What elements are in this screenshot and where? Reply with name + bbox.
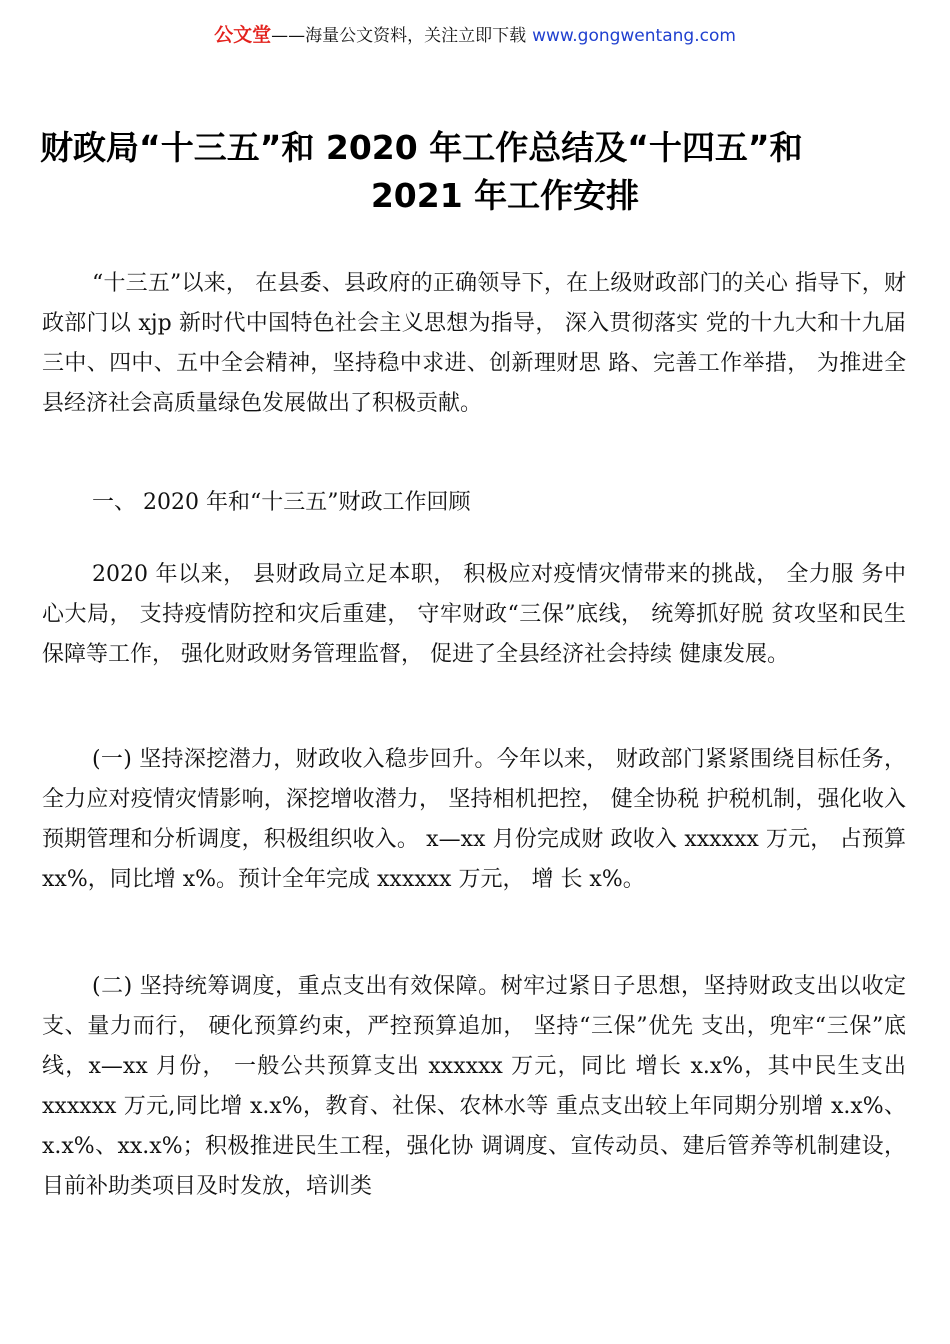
section-intro-block xyxy=(42,555,906,675)
section-1-intro-paragraph: 2020 年以来， 县财政局立足本职， 积极应对疫情灾情带来的挑战， 全力服 务中心大局， 支持疫情防控和灾后重建， 守牢财政“三保”底线， 统筹抓好脱 贫攻坚和民生保障等工作， 强化财政财务管理监督， 促进了全县经济社会持续 健康发展。 xyxy=(42,562,906,667)
header-banner xyxy=(0,22,950,49)
section-heading-block xyxy=(42,483,906,523)
item-2-paragraph: (二) 坚持统筹调度，重点支出有效保障。树牢过紧日子思想，坚持财政支出以收定支、量力而行， 硬化预算约束，严控预算追加， 坚持“三保”优先 支出，兜牢“三保”底线，x—xx 月份， 一般公共预算支出 xxxxxx 万元，同比 增长 x.x%，其中民生支出 xxxxxx 万元,同比增 x.x%，教育、社保、农林水等 重点支出较上年同期分别增 x.x%、x.x%、xx.x%；积极推进民生工程，强化协 调调度、宣传动员、建后管养等机制建设， 目前补助类项目及时发放，培训类 xyxy=(42,974,906,1199)
site-link[interactable]: www.gongwentang.com xyxy=(532,26,736,46)
intro-paragraph: “十三五”以来， 在县委、县政府的正确领导下，在上级财政部门的关心 指导下，财政部门以 xjp 新时代中国特色社会主义思想为指导， 深入贯彻落实 党的十九大和十九届三中、四中、五中全会精神，坚持稳中求进、创新理财思 路、完善工作举措， 为推进全县经济社会高质量绿色发展做出了积极贡献。 xyxy=(42,271,906,416)
brand-name[interactable]: 公文堂 xyxy=(214,24,272,46)
document-title xyxy=(40,126,910,218)
title-line-1: 财政局“十三五”和 2020 年工作总结及“十四五”和 xyxy=(40,128,803,167)
header-tagline: ——海量公文资料，关注立即下载 xyxy=(271,26,527,46)
item-1-paragraph: (一) 坚持深挖潜力，财政收入稳步回升。今年以来， 财政部门紧紧围绕目标任务， 全力应对疫情灾情影响，深挖增收潜力， 坚持相机把控， 健全协税 护税机制，强化收入预期管理和分析调度，积极组织收入。 x—xx 月份完成财 政收入 xxxxxx 万元， 占预算 xx%，同比增 x%。预计全年完成 xxxxxx 万元， 增 长 x%。 xyxy=(42,747,906,892)
item-1-block xyxy=(42,740,906,900)
section-1-heading: 一、 2020 年和“十三五”财政工作回顾 xyxy=(92,490,471,515)
item-2-block xyxy=(42,967,906,1207)
title-line-2: 2021 年工作安排 xyxy=(370,176,640,215)
intro-paragraph-block xyxy=(42,264,906,424)
